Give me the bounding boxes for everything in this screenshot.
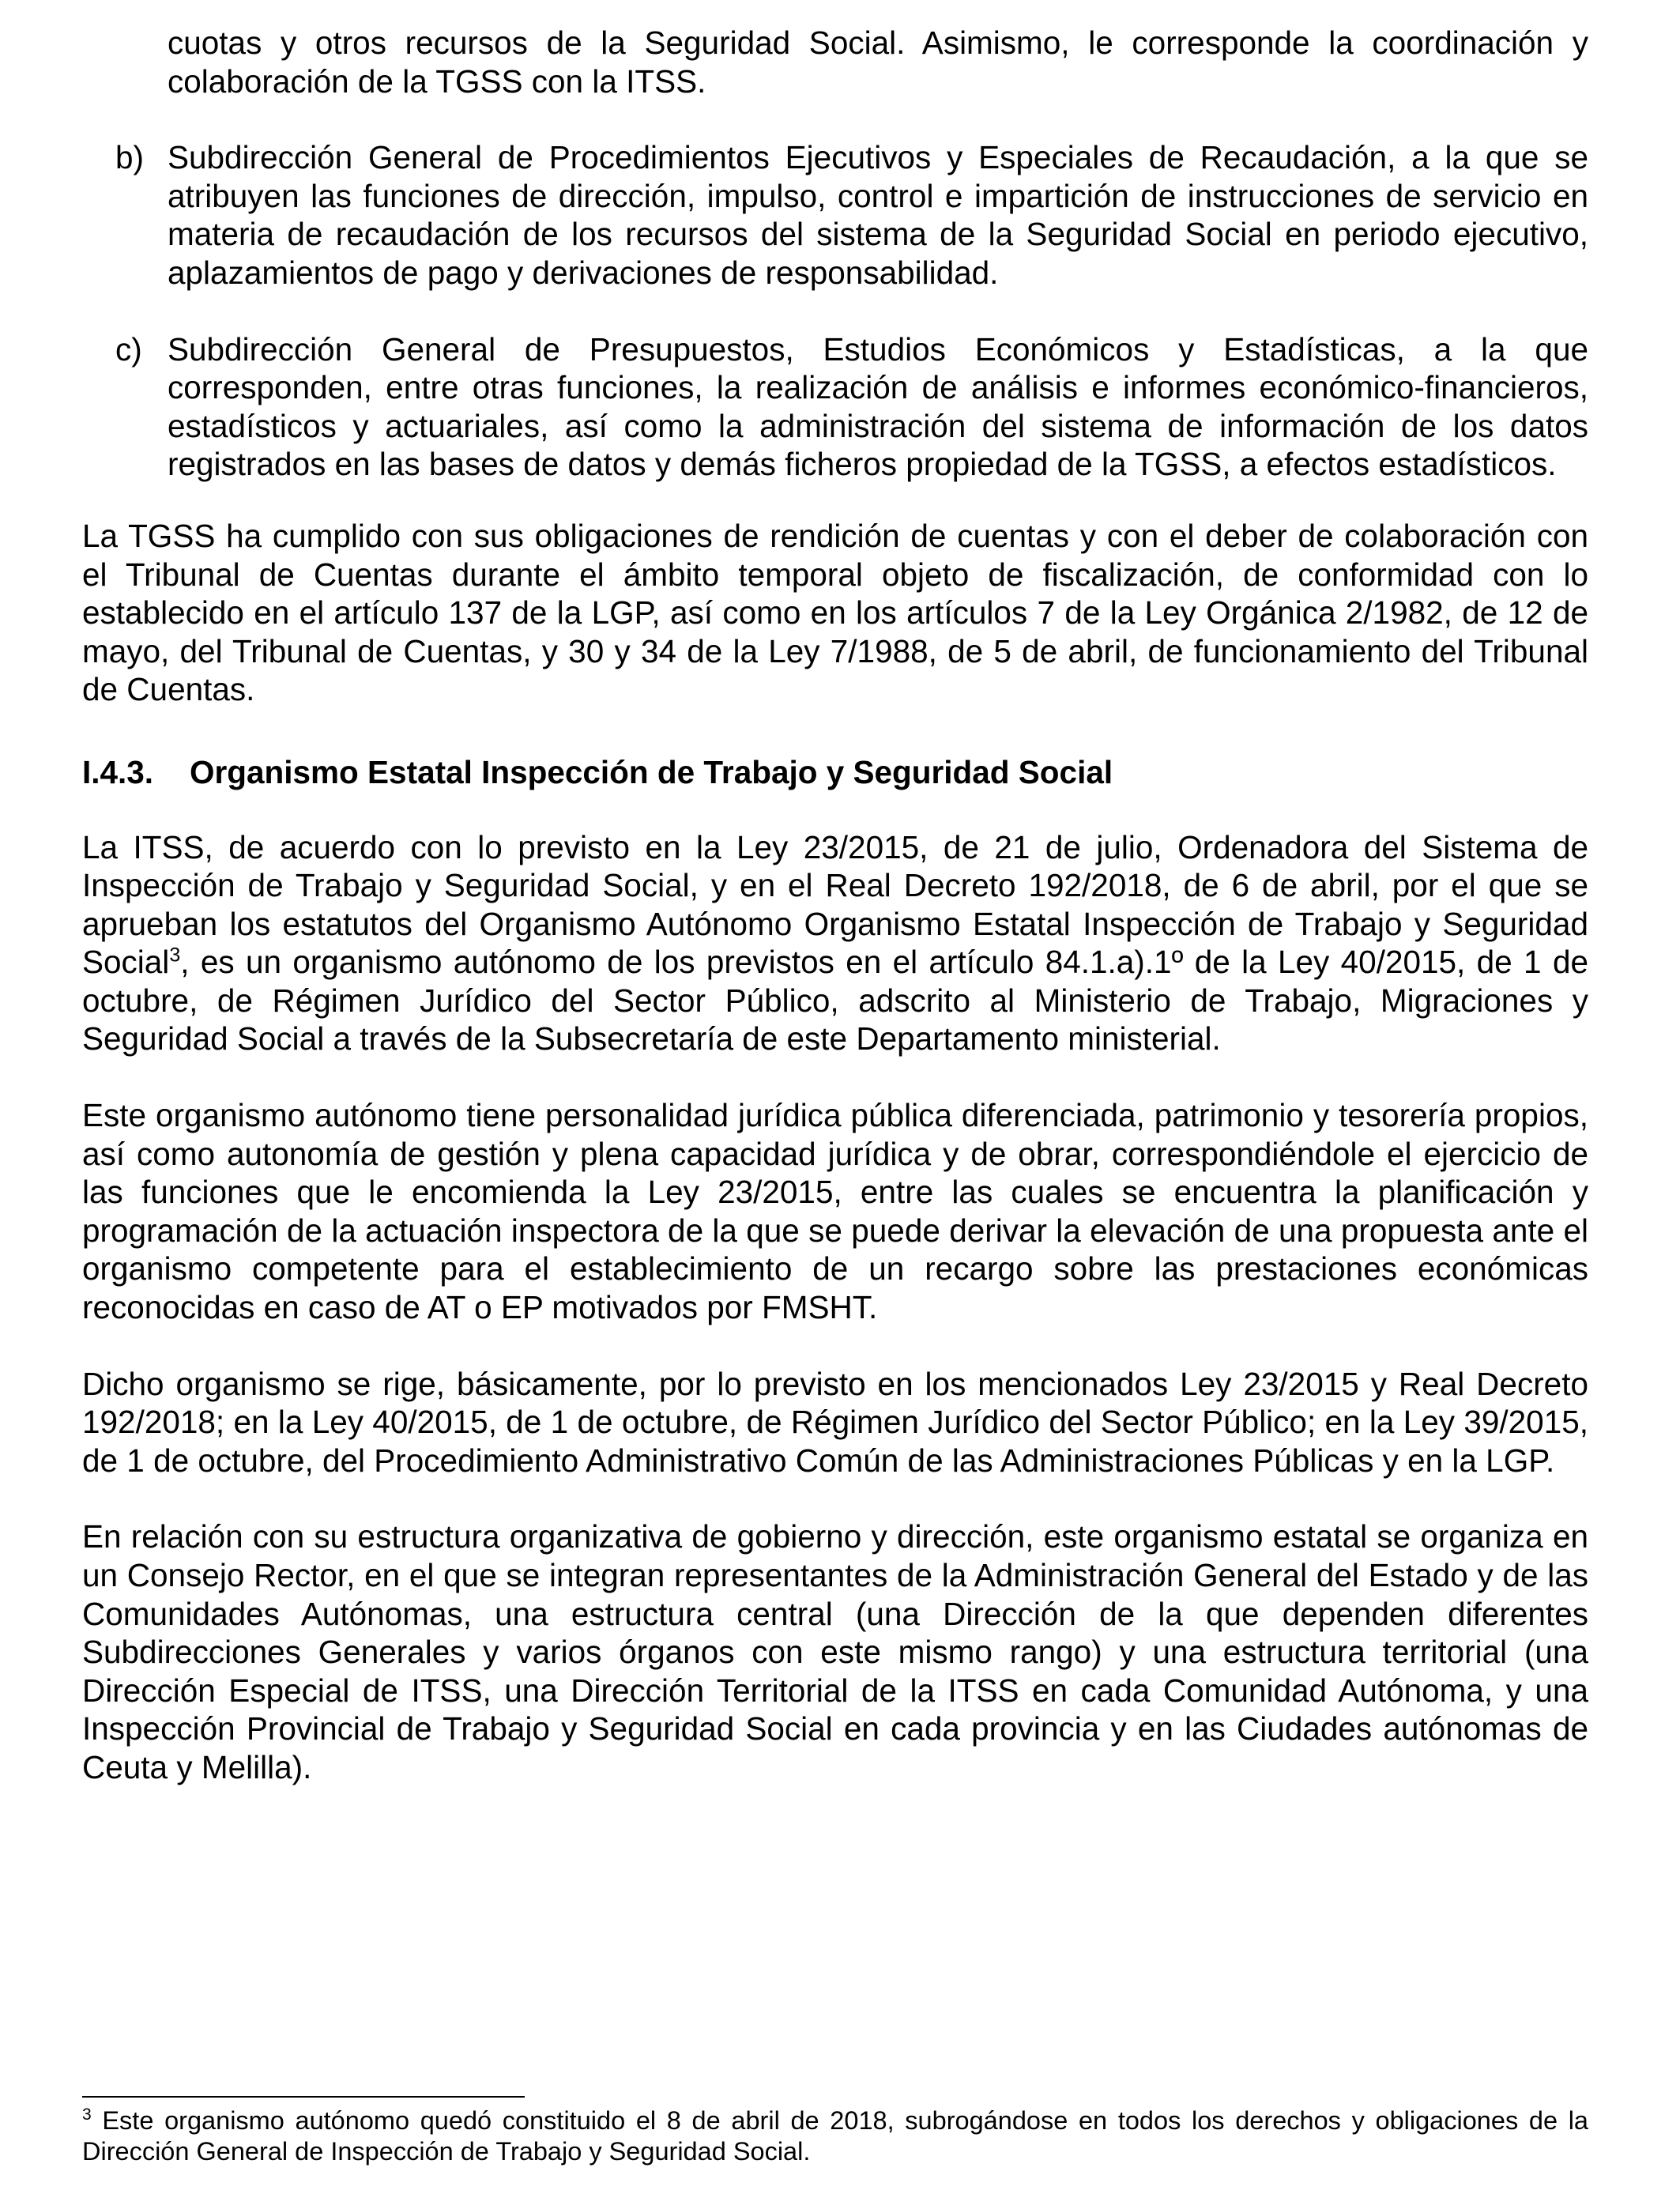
list-marker-b: b) [115,139,145,176]
list-item-c-text: Subdirección General de Presupuestos, Estudios Económicos y Estadísticas, a la que corresponden, entre otras funciones, la realización de análisis e informes económico-financieros, estadísticos y actuariales, así como la administración del sistema de información de los datos registrados en las bases de datos y demás ficheros propiedad de la TGSS, a efectos estadísticos. [168,330,1588,483]
footnote-number: 3 [82,2105,92,2124]
list-marker-c: c) [115,330,142,368]
section-title: Organismo Estatal Inspección de Trabajo y Seguridad Social [190,753,1113,790]
footnote-reference[interactable]: 3 [169,944,181,967]
list-item-a-continuation [82,24,1588,100]
list-item-a-text: cuotas y otros recursos de la Seguridad Social. Asimismo, le corresponde la coordinación y colaboración de la TGSS con la ITSS. [168,25,1588,100]
footnote-area [82,2096,1588,2167]
section-heading [82,753,1588,792]
paragraph-itss-intro [82,828,1588,1059]
footnote-divider [82,2096,525,2098]
document-body [82,24,1588,1787]
footnote-text: Este organismo autónomo quedó constituido el 8 de abril de 2018, subrogándose en todos los derechos y obligaciones de la Dirección General de Inspección de Trabajo y Seguridad Social. [82,2106,1589,2166]
paragraph-itss-part2: , es un organismo autónomo de los previstos en el artículo 84.1.a).1º de la Ley 40/2015, de 1 de octubre, de Régimen Jurídico del Sector Público, adscrito al Ministerio de Trabajo, Migraciones y Seguridad Social a través de la Subsecretaría de este Departamento ministerial. [82,944,1588,1057]
list-item-b-text: Subdirección General de Procedimientos Ejecutivos y Especiales de Recaudación, a la que se atribuyen las funciones de dirección, impulso, control e impartición de instrucciones de servicio en materia de recaudación de los recursos del sistema de la Seguridad Social en periodo ejecutivo, aplazamientos de pago y derivaciones de responsabilidad. [168,139,1588,291]
paragraph-estructura: En relación con su estructura organizativa de gobierno y dirección, este organismo estatal se organiza en un Consejo Rector, en el que se integran representantes de la Administración General del Estado y de las Comunidades Autónomas, una estructura central (una Dirección de la que dependen diferentes Subdirecciones Generales y varios órganos con este mismo rango) y una estructura territorial (una Dirección Especial de ITSS, una Dirección Territorial de la ITSS en cada Comunidad Autónoma, y una Inspección Provincial de Trabajo y Seguridad Social en cada provincia y en las Ciudades autónomas de Ceuta y Melilla). [82,1518,1588,1785]
paragraph-itss-part1: La ITSS, de acuerdo con lo previsto en la Ley 23/2015, de 21 de julio, Ordenadora del Sistema de Inspección de Trabajo y Seguridad Social, y en el Real Decreto 192/2018, de 6 de abril, por el que se aprueban los estatutos del Organismo Autónomo Organismo Estatal Inspección de Trabajo y Seguridad Social [82,828,1588,981]
list-item-c [82,330,1588,484]
paragraph-organismo-autonomo: Este organismo autónomo tiene personalidad jurídica pública diferenciada, patrimonio y tesorería propios, así como autonomía de gestión y plena capacidad jurídica y de obrar, correspondiéndole el ejercicio de las funciones que le encomienda la Ley 23/2015, entre las cuales se encuentra la planificación y programación de la actuación inspectora de la que se puede derivar la elevación de una propuesta ante el organismo competente para el establecimiento de un recargo sobre las prestaciones económicas reconocidas en caso de AT o EP motivados por FMSHT. [82,1097,1588,1326]
paragraph-tgss-compliance: La TGSS ha cumplido con sus obligaciones de rendición de cuentas y con el deber de colaboración con el Tribunal de Cuentas durante el ámbito temporal objeto de fiscalización, de conformidad con lo establecido en el artículo 137 de la LGP, así como en los artículos 7 de la Ley Orgánica 2/1982, de 12 de mayo, del Tribunal de Cuentas, y 30 y 34 de la Ley 7/1988, de 5 de abril, de funcionamiento del Tribunal de Cuentas. [82,517,1588,708]
list-item-b [82,138,1588,292]
footnote-3 [82,2105,1588,2167]
paragraph-regimen: Dicho organismo se rige, básicamente, por lo previsto en los mencionados Ley 23/2015 y Real Decreto 192/2018; en la Ley 40/2015, de 1 de octubre, de Régimen Jurídico del Sector Público; en la Ley 39/2015, de 1 de octubre, del Procedimiento Administrativo Común de las Administraciones Públicas y en la LGP. [82,1365,1588,1479]
section-number: I.4.3. [82,753,154,790]
